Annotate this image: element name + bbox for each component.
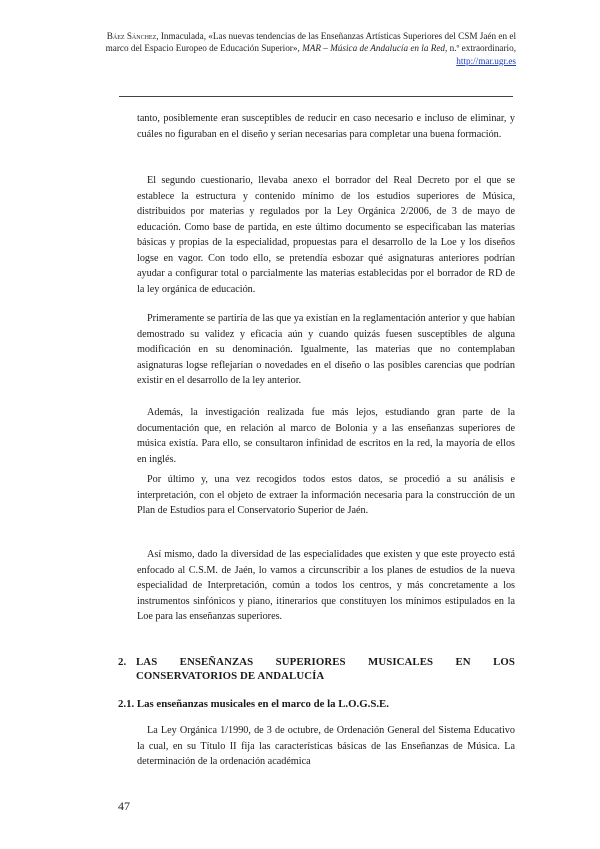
- section-title-line-2: CONSERVATORIOS DE ANDALUCÍA: [136, 670, 325, 682]
- header-issue: , n.º extraordinario,: [445, 43, 516, 54]
- body-paragraph-4: Además, la investigación realizada fue más lejos, estudiando gran parte de la documentación que, en relación al marco de Bolonia y a las enseñanzas superiores de música existía. Para ello, se consultaron infinidad de escritos en la red, la mayoría de ellos en inglés.: [137, 407, 515, 465]
- body-paragraph-7: La Ley Orgánica 1/1990, de 3 de octubre, de Ordenación General del Sistema Educativo la cual, en su Título II fija las características básicas de las Enseñanzas de Música. La determinación de la ordenación académica: [137, 725, 515, 767]
- page-number: 47: [118, 799, 130, 813]
- header-journal: MAR – Música de Andalucía en la Red: [302, 43, 446, 54]
- body-paragraph-3: Primeramente se partiría de las que ya existían en la reglamentación anterior y que habían demostrado su validez y eficacia aún y cuando quizás fuesen susceptibles de alguna modificación en su denominación. Igualmente, las materias que no contemplaban asignaturas logse reflejarían o novedades en el diseño o las posibles carencias que podrían existir en el desarrollo de la ley anterior.: [137, 313, 515, 386]
- section-title-line-1: LAS ENSEÑANZAS SUPERIORES MUSICALES EN LOS: [136, 656, 515, 668]
- header-divider: [119, 96, 513, 97]
- subsection-heading: 2.1. Las enseñanzas musicales en el marco de la L.O.G.S.E.: [118, 698, 389, 710]
- body-paragraph-1: tanto, posiblemente eran susceptibles de reducir en caso necesario e incluso de eliminar, y cuáles no figuraban en el diseño y serían necesarias para completar una buena formación.: [137, 113, 515, 140]
- body-paragraph-5: Por último y, una vez recogidos todos estos datos, se procedió a su análisis e interpretación, con el objeto de extraer la información necesaria para la construcción de un Plan de Estudios para el Conservatorio Superior de Jaén.: [137, 474, 515, 516]
- body-paragraph-2: El segundo cuestionario, llevaba anexo el borrador del Real Decreto por el que se establece la estructura y contenido mínimo de los estudios superiores de Música, distribuidos por materias y regulados por la Ley Orgánica 2/2006, de 3 de mayo de educación. Como base de partida, en este último documento se especificaban las materias básicas y propias de la especialidad, propuestas para el desarrollo de la Loe y los diseños logse en vagor. Con todo ello, se pretendía esbozar qué asignaturas anteriores podrían ayudar a configurar total o parcialmente las materias establecidas por el borrador de RD de la ley orgánica de educación.: [137, 175, 515, 295]
- header-author: Báez Sánchez: [106, 31, 157, 41]
- header-citation: , Inmaculada, «Las nuevas tendencias de las Enseñanzas Artísticas Superiores del CSM Jaén en el marco del Espacio Europeo de Educación Superior»,: [105, 31, 516, 54]
- section-number: 2.: [118, 656, 127, 668]
- body-paragraph-6: Así mismo, dado la diversidad de las especialidades que existen y que este proyecto está enfocado al C.S.M. de Jaén, lo vamos a circunscribir a los planes de estudios de la nueva especialidad de Interpretación, común a todos los centros, y más concretamente a los instrumentos sinfónicos y piano, itinerarios que constituyen los mínimos estipulados en la Loe para las enseñanzas superiores.: [137, 549, 515, 622]
- header-url-link[interactable]: http://mar.ugr.es: [456, 55, 516, 66]
- running-header: [86, 30, 516, 67]
- section-heading: [118, 655, 515, 683]
